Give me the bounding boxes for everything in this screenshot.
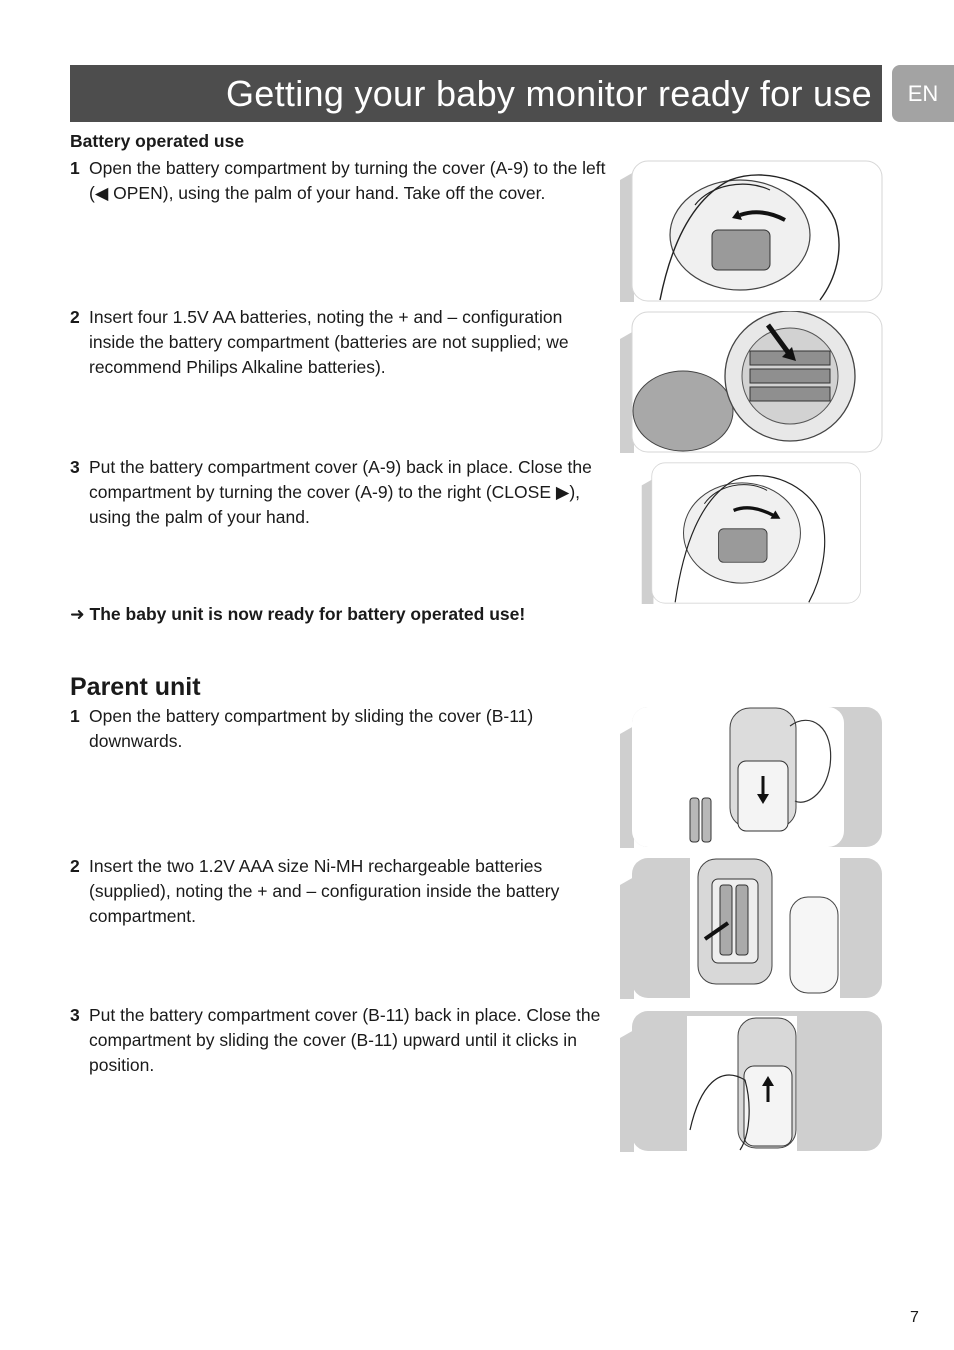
step-number: 1: [70, 706, 80, 726]
step-text: Put the battery compartment cover (B-11) back in place. Close the compartment by sliding the cover (B-11) upward until it clicks in position.: [89, 1005, 601, 1075]
parent-section-heading: Parent unit: [70, 673, 201, 701]
step-number: 3: [70, 1005, 80, 1025]
result-note: [70, 604, 525, 625]
step-number: 2: [70, 307, 80, 327]
page-title-bar: [70, 65, 882, 122]
page-title: Getting your baby monitor ready for use: [225, 72, 872, 114]
battery-step-1: [70, 156, 610, 206]
parent-step-3: [70, 1003, 610, 1078]
result-text: The baby unit is now ready for battery operated use!: [89, 604, 526, 624]
parent-step-2: [70, 854, 610, 929]
figure-insert-aaa-batteries: [620, 857, 884, 999]
step-number: 2: [70, 856, 80, 876]
figure-slide-cover-down: [620, 706, 884, 848]
step-text: Open the battery compartment by turning the cover (A-9) to the left (◀ OPEN), using the palm of your hand. Take off the cover.: [89, 158, 606, 203]
step-number: 1: [70, 158, 80, 178]
parent-step-1: [70, 704, 610, 754]
step-text: Insert the two 1.2V AAA size Ni-MH rechargeable batteries (supplied), noting the + and – configuration inside the battery compartment.: [89, 856, 560, 926]
step-text: Insert four 1.5V AA batteries, noting the + and – configuration inside the battery compartment (batteries are not supplied; we recommend Philips Alkaline batteries).: [89, 307, 569, 377]
battery-step-3: [70, 455, 610, 530]
step-text: Open the battery compartment by sliding the cover (B-11) downwards.: [89, 706, 534, 751]
figure-insert-batteries: [620, 311, 884, 453]
language-tab: EN: [892, 65, 954, 122]
battery-step-2: [70, 305, 610, 380]
step-number: 3: [70, 457, 80, 477]
arrow-right-icon: ➜: [70, 604, 85, 624]
figure-open-cover: [620, 160, 884, 302]
figure-slide-cover-up: [620, 1010, 884, 1152]
page-number: 7: [910, 1309, 919, 1326]
step-text: Put the battery compartment cover (A-9) back in place. Close the compartment by turning the cover (A-9) to the right (CLOSE ▶), using the palm of your hand.: [89, 457, 592, 527]
battery-section-heading: Battery operated use: [70, 131, 245, 151]
figure-close-cover: [620, 462, 884, 604]
